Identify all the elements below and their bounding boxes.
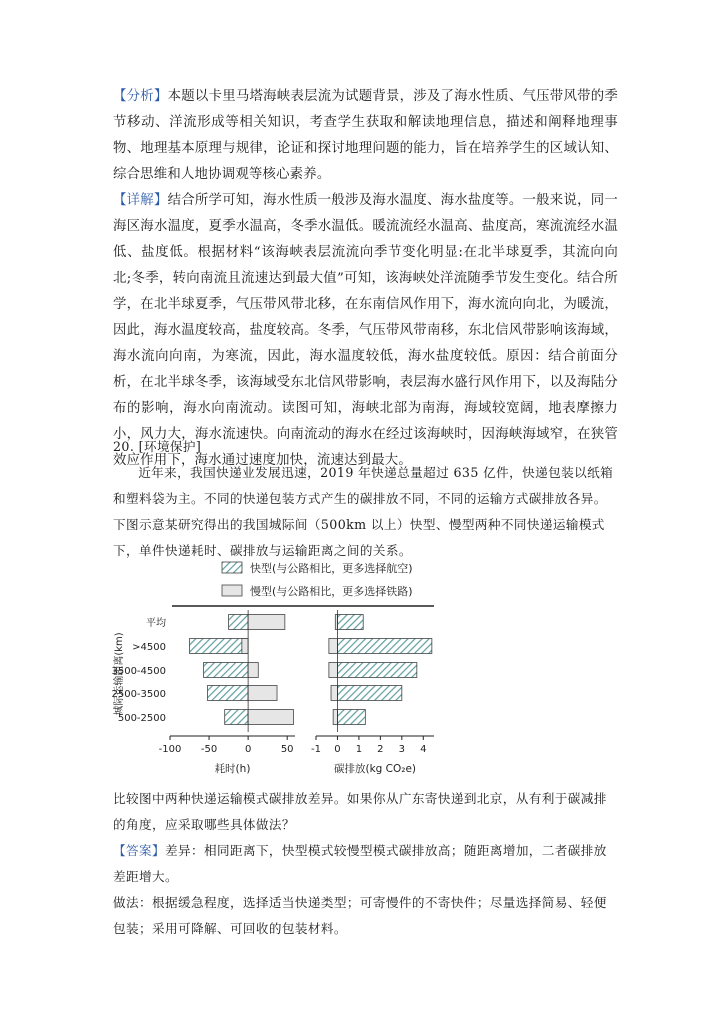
bar-fast bbox=[337, 663, 416, 678]
y-category-label: 2500-3500 bbox=[111, 689, 166, 700]
bar-slow bbox=[248, 710, 293, 725]
question-number: 20. [环境保护] bbox=[113, 439, 202, 454]
bar-slow bbox=[331, 686, 337, 701]
analysis-paragraph bbox=[113, 84, 618, 188]
question-ask: 比较图中两种快递运输模式碳排放差异。如果你从广东寄快递到北京，从有利于碳减排的角度，应采取哪些具体做法？ bbox=[113, 791, 607, 832]
bar-slow bbox=[329, 639, 338, 654]
x-tick-label: 50 bbox=[280, 744, 294, 755]
bar-slow bbox=[333, 710, 337, 725]
bar-slow bbox=[248, 663, 258, 678]
answer-methods: 做法：根据缓急程度，选择适当快递类型；可寄慢件的不寄快件；尽量选择简易、轻便包装；采用可降解、可回收的包装材料。 bbox=[113, 895, 607, 936]
x-axis-title: 碳排放(kg CO₂e) bbox=[333, 763, 417, 775]
x-tick-label: 0 bbox=[334, 744, 341, 755]
legend-label-slow: 慢型(与公路相比，更多选择铁路) bbox=[250, 585, 413, 598]
legend-swatch-fast bbox=[222, 562, 242, 573]
bar-fast bbox=[337, 710, 365, 725]
legend-label-fast: 快型(与公路相比，更多选择航空) bbox=[250, 562, 413, 575]
bar-fast bbox=[337, 615, 363, 630]
bar-slow bbox=[329, 663, 338, 678]
question-intro: 近年来，我国快递业发展迅速，2019 年快递总量超过 635 亿件，快递包装以纸箱和塑料袋为主。不同的快递包装方式产生的碳排放不同，不同的运输方式碳排放各异。下图示意某研究得出的我国城际间（500km 以上）快型、慢型两种不同快递运输模式下，单件快递耗时、碳排放与运输距离之间的关系。 bbox=[113, 465, 614, 558]
detail-text: 结合所学可知，海水性质一般涉及海水温度、海水盐度等。一般来说，同一海区海水温度，夏季水温高，冬季水温低。暖流流经水温高、盐度高，寒流流经水温低、盐度低。根据材料“该海峡表层流流向季节变化明显:在北半球夏季，其流向向北;冬季，转向南流且流速达到最大值”可知，该海峡处洋流随季节发生变化。结合所学，在北半球夏季，气压带风带北移，在东南信风作用下，海水流向向北，为暖流，因此，海水温度较高，盐度较高。冬季，气压带风带南移，东北信风带影响该海域，海水流向向南，为寒流，因此，海水温度较低，海水盐度较低。原因：结合前面分析，在北半球冬季，该海域受东北信风带影响，表层海水盛行风作用下，以及海陆分布的影响，海水向南流动。读图可知，海峡北部为南海，海域较宽阔，地表摩擦力小，风力大，海水流速快。向南流动的海水在经过该海峡时，因海峡海域窄，在狭管效应作用下，海水通过速度加快，流速达到最大。 bbox=[113, 193, 618, 468]
x-tick-label: 2 bbox=[377, 744, 384, 755]
bar-slow bbox=[248, 686, 277, 701]
y-category-label: 500-2500 bbox=[117, 713, 166, 724]
bar-slow bbox=[242, 639, 248, 654]
bar-fast bbox=[337, 639, 431, 654]
answer-paragraph bbox=[113, 838, 618, 890]
bar-fast bbox=[190, 639, 249, 654]
y-category-label: 3500-4500 bbox=[111, 666, 166, 677]
detail-tag: 【详解】 bbox=[113, 193, 168, 208]
express-chart bbox=[108, 556, 438, 780]
x-tick-label: 0 bbox=[244, 744, 252, 755]
bar-fast bbox=[208, 686, 249, 701]
analysis-text: 本题以卡里马塔海峡表层流为试题背景，涉及了海水性质、气压带风带的季节移动、洋流形成等相关知识，考查学生获取和解读地理信息，描述和阐释地理事物、地理基本原理与规律，论证和探讨地理问题的能力，旨在培养学生的区域认知、综合思维和人地协调观等核心素养。 bbox=[113, 89, 618, 182]
bar-slow bbox=[248, 615, 285, 630]
x-tick-label: -100 bbox=[158, 744, 182, 755]
bar-fast bbox=[337, 686, 401, 701]
y-axis-title: 城际运输距离(km) bbox=[114, 632, 125, 716]
x-tick-label: 4 bbox=[420, 744, 427, 755]
chart-legend bbox=[222, 561, 413, 598]
bar-fast bbox=[204, 663, 249, 678]
legend-swatch-slow bbox=[222, 585, 242, 596]
detail-paragraph bbox=[113, 188, 618, 474]
answer-tag: 【答案】 bbox=[113, 843, 165, 858]
x-tick-label: -1 bbox=[311, 744, 321, 755]
analysis-tag: 【分析】 bbox=[113, 89, 168, 104]
x-tick-label: 3 bbox=[398, 744, 406, 755]
x-axis-title: 耗时(h) bbox=[214, 763, 251, 775]
bar-fast bbox=[225, 710, 248, 725]
y-category-label: 平均 bbox=[146, 618, 166, 629]
answer-text: 差异：相同距离下，快型模式较慢型模式碳排放高；随距离增加，二者碳排放差距增大。 bbox=[113, 843, 607, 884]
x-tick-label: 1 bbox=[355, 744, 363, 755]
bar-fast bbox=[229, 615, 249, 630]
y-category-label: >4500 bbox=[132, 642, 166, 653]
x-tick-label: -50 bbox=[200, 744, 218, 755]
